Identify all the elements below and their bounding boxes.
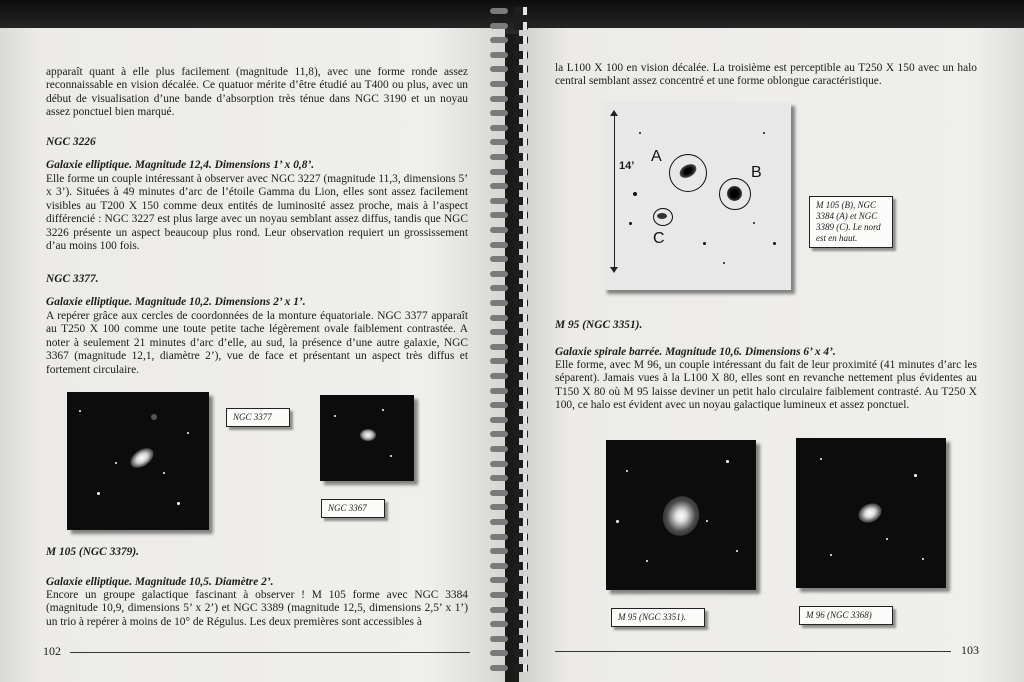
photo-ngc3377 xyxy=(67,392,209,530)
ngc3226-body: Elle forme un couple intéressant à observer avec NGC 3227 (magnitude 11,3, dimensions 5’ x 3’). Situées à 49 minutes d’arc de l’étoile Gamma du Lion, elles sont assez facilement visibles au T200 X 150 comme deux entités de luminosité assez proche, mais à l’aspect différencié : NGC 3227 est plus large avec un noyau semblant assez diffus, tandis que NGC 3226 présente un aspect beaucoup plus rond. Leur observation requiert un grossissement d’au moins 100 fois. xyxy=(46,173,468,253)
page-number-right: 103 xyxy=(961,643,979,657)
binding-ring xyxy=(490,371,534,381)
photo-m96 xyxy=(796,438,946,588)
binding-ring xyxy=(490,473,534,483)
galaxy-ngc3377 xyxy=(127,444,157,472)
ngc3226-subtitle: Galaxie elliptique. Magnitude 12,4. Dimensions 1’ x 0,8’. xyxy=(46,159,315,171)
star xyxy=(914,474,917,477)
star xyxy=(629,222,632,225)
m105-title: M 105 (NGC 3379). xyxy=(46,546,140,558)
spiral-binding xyxy=(490,0,534,682)
m95-subtitle: Galaxie spirale barrée. Magnitude 10,6. Dimensions 6’ x 4’. xyxy=(555,346,836,358)
ngc3377-body: A repérer grâce aux cercles de coordonnées de la monture équatoriale. NGC 3377 apparaît au T250 X 100 comme une toute petite tache légèrement ovale faiblement contrastée. A noter à seulement 21 minutes d’arc d’elle, au sud, la présence d’une autre galaxie, NGC 3367 (magnitude 12,1, diamètre 2’), vue de face et présentant un aspect très diffus et fortement circulaire. xyxy=(46,310,468,376)
star xyxy=(115,462,117,464)
binding-ring xyxy=(490,137,534,147)
left-intro-paragraph: apparaît quant à elle plus facilement (magnitude 11,8), avec une forme ronde assez reconnaissable en vision décalée. Ce quatuor mérite d’être étudié au T400 ou plus, avec un début de visualisation d’une bande d’absorption très ténue dans NGC 3190 et un noyau assez ponctuel bien marqué. xyxy=(46,66,468,119)
binding-ring xyxy=(490,35,534,45)
binding-ring xyxy=(490,79,534,89)
binding-ring xyxy=(490,575,534,585)
binding-ring xyxy=(490,386,534,396)
star xyxy=(639,132,641,134)
galaxy-m105 xyxy=(727,186,742,201)
photo-ngc3367 xyxy=(320,395,414,481)
star xyxy=(633,192,637,196)
star xyxy=(163,472,165,474)
caption-ngc3377: NGC 3377 xyxy=(226,408,290,427)
star xyxy=(773,242,776,245)
binding-ring xyxy=(490,561,534,571)
star xyxy=(726,460,729,463)
label-a: A xyxy=(651,148,662,165)
binding-ring xyxy=(490,444,534,454)
arrow-up-icon xyxy=(610,110,618,116)
binding-ring xyxy=(490,94,534,104)
star xyxy=(820,458,822,460)
binding-ring xyxy=(490,225,534,235)
binding-ring xyxy=(490,429,534,439)
binding-ring xyxy=(490,313,534,323)
star xyxy=(830,554,832,556)
binding-ring xyxy=(490,634,534,644)
star xyxy=(706,520,708,522)
binding-ring xyxy=(490,502,534,512)
star xyxy=(736,550,738,552)
m105-body: Encore un groupe galactique fascinant à observer ! M 105 forme avec NGC 3384 (magnitude 10,9, dimensions 5’ x 2’) et NGC 3389 (magnitude 12,5, dimensions 2,5’ x 1’) un trio à repérer à moins de 10° de Régulus. Les deux premières sont accessibles à xyxy=(46,589,468,628)
photo-m95 xyxy=(606,440,756,590)
binding-ring xyxy=(490,298,534,308)
star xyxy=(390,455,392,457)
binding-ring xyxy=(490,64,534,74)
star xyxy=(382,409,384,411)
star xyxy=(177,502,180,505)
finder-chart xyxy=(603,102,791,290)
binding-ring xyxy=(490,342,534,352)
footer-rule-right xyxy=(555,651,951,652)
chart-scale-label: 14’ xyxy=(619,160,635,172)
binding-ring xyxy=(490,181,534,191)
arrow-down-icon xyxy=(610,267,618,273)
label-b: B xyxy=(751,164,762,181)
binding-ring xyxy=(490,663,534,673)
binding-ring xyxy=(490,517,534,527)
binding-ring xyxy=(490,605,534,615)
star xyxy=(187,432,189,434)
binding-ring xyxy=(490,269,534,279)
binding-ring xyxy=(490,50,534,60)
star xyxy=(763,132,765,134)
binding-ring xyxy=(490,532,534,542)
binding-ring xyxy=(490,6,534,16)
page-number-left: 102 xyxy=(43,644,61,658)
ngc3226-title: NGC 3226 xyxy=(46,136,96,148)
star xyxy=(723,262,725,264)
star xyxy=(79,410,81,412)
left-page xyxy=(0,28,505,682)
ngc3377-title: NGC 3377. xyxy=(46,273,99,285)
star xyxy=(646,560,648,562)
binding-ring xyxy=(490,415,534,425)
binding-ring xyxy=(490,619,534,629)
binding-ring xyxy=(490,590,534,600)
label-c: C xyxy=(653,230,665,247)
galaxy-ngc3367 xyxy=(360,429,376,441)
binding-ring xyxy=(490,152,534,162)
binding-ring xyxy=(490,459,534,469)
binding-ring xyxy=(490,167,534,177)
binding-ring xyxy=(490,546,534,556)
binding-ring xyxy=(490,488,534,498)
galaxy-m96 xyxy=(855,500,884,526)
star xyxy=(703,242,706,245)
binding-ring xyxy=(490,648,534,658)
ngc3377-subtitle: Galaxie elliptique. Magnitude 10,2. Dimensions 2’ x 1’. xyxy=(46,296,306,308)
scale-line xyxy=(614,114,615,269)
star xyxy=(753,222,755,224)
galaxy-m95 xyxy=(657,491,705,541)
caption-m96: M 96 (NGC 3368) xyxy=(799,606,893,625)
binding-ring xyxy=(490,283,534,293)
star xyxy=(886,538,888,540)
binding-ring xyxy=(490,254,534,264)
binding-ring xyxy=(490,123,534,133)
star xyxy=(97,492,100,495)
star xyxy=(616,520,619,523)
caption-ngc3367: NGC 3367 xyxy=(321,499,385,518)
caption-finder-chart: M 105 (B), NGC 3384 (A) et NGC 3389 (C). Le nord est en haut. xyxy=(809,196,893,248)
right-intro-paragraph: la L100 X 100 en vision décalée. La troisième est perceptible au T250 X 150 avec un halo central semblant assez concentré et une forme oblongue caractéristique. xyxy=(555,62,977,88)
right-page xyxy=(519,28,1024,682)
binding-ring xyxy=(490,196,534,206)
footer-rule-left xyxy=(70,652,470,653)
binding-ring xyxy=(490,240,534,250)
m95-title: M 95 (NGC 3351). xyxy=(555,319,643,331)
star xyxy=(334,415,336,417)
binding-ring xyxy=(490,108,534,118)
binding-ring xyxy=(490,400,534,410)
binding-ring xyxy=(490,327,534,337)
m95-body: Elle forme, avec M 96, un couple intéressant du fait de leur proximité (41 minutes d’arc les séparent). Jamais vues à la L100 X 80, elles sont en revanche nettement plus évidentes au T150 X 80 où M 95 laisse deviner un petit halo circulaire faiblement contrasté. Au T250 X 100, ce halo est évident avec un noyau galactique lumineux et assez ponctuel. xyxy=(555,359,977,412)
binding-ring xyxy=(490,210,534,220)
m105-subtitle: Galaxie elliptique. Magnitude 10,5. Diamètre 2’. xyxy=(46,576,274,588)
galaxy-ngc3389 xyxy=(657,213,667,219)
binding-ring xyxy=(490,356,534,366)
caption-m95: M 95 (NGC 3351). xyxy=(611,608,705,627)
star xyxy=(151,414,157,420)
binding-ring xyxy=(490,21,534,31)
star xyxy=(626,470,628,472)
star xyxy=(922,558,924,560)
